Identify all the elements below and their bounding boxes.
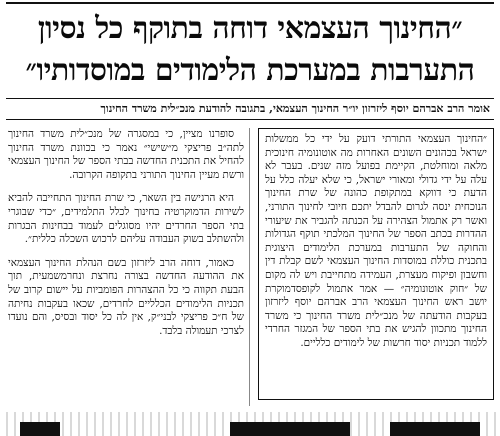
article-column-right: [258, 128, 494, 400]
next-headline-fragment: [390, 422, 480, 436]
lead-paragraph: ״החינוך העצמאי התורתי דועק על ידי כל ממשלות ישראל בכהונים השונים האחרות מה אוטונומיה חינוכית מלאה ומוחלטת, הקיימת בפועל מזה שנים. בעבר לא עלה על ידי גדולי ומאורי ישראל, כי שלא יעלה כלל על הדעת כי דווקא במתקופת כהונה של שרת החינוך הנוכחית ינסה לגרום להבדל יתכם חיובי לחינוך התורני, ואשר רק אתמול הצהירה על הכנתה להגביר את שיעורי ההדרות בכתב הספר של החינוך המלכתי תוקף הגדולות והחוקה של התערבות במערכת הלימודים היצוגית בתכנית כוללת במוסדות החינוך העצמאי לשם קבלת דין וחשבון ופיקוח מעצרת, העמידה מתחייבת ויש לה מקום של ״חוק אוטונומיה״ — אמר אתמול לקופסדמוקרת יושב ראש החינוך העצמאי הרב אברהם יוסף ליזרזון בעקבות הודעתה של מנכ״לית משרד החינוך כי משרד החינוך מתכוון להגיש את בתי הספר של המגזר החרדי ללמוד תכניות יסוד חרשות של לימודים כלליים.: [265, 133, 487, 349]
column-divider: [249, 128, 250, 406]
headline: [6, 8, 494, 92]
article-column-left: [8, 128, 244, 406]
headline-line-2: התערבות במערכת הלימודים במוסדותיו״: [25, 53, 475, 88]
headline-line-1: ״החינוך העצמאי דוחה בתוקף כל נסיון: [37, 11, 463, 46]
next-headline-fragment: [230, 422, 350, 436]
paragraph-2: היא הרגישה בין השאר, כי שרת החינוך התחייבה להביא לשירות הדמוקרטיה בחינוך לכלל התלמידים, ״כדי שבוגרי בתי הספר החרדים יהיו מסוגלים לעמוד בבחינות הבגרות ולהשתלב בשוק העבודה עליהם לרכוש השכלה כללית״.: [8, 192, 244, 246]
subtitle: אומר הרב אברהם יוסף ליזרזון יו״ר החינוך העצמאי, בתגובה להודעת מנכ״לית משרד החינוך: [6, 98, 494, 120]
next-headline-fragment: [20, 422, 60, 436]
top-rule: [6, 2, 494, 4]
next-article-strip: [0, 412, 500, 436]
paragraph-1: סופרנו מציין, כי במסגרה של מנכ״לית משרד החינוך לתה״ב פריצקי מ״שישי״ נאמר כי בכוונת משרד החינוך להחיל את התכנית החדשה בבתי הספר של החינוך העצמאי ורשת מעיין החינוך התורני בתקופה הקרובה.: [8, 128, 244, 181]
paragraph-3: כאמור, דוחה הרב ליזרזון בשם הנהלת החינוך העצמאי את ההודעה החדשה בצורה נחרצת ונחרמשמעית, תוך הבעת תקווה כי כל ההצהרות הפומביות על יישום קרוב של תכניות הלימודים הכלליים לחרדים, שכאו בעקבות נחיתה של ח״כ פריצקי לבני״ק, אין לה כל יסוד ובסיס, והם נועדו לצרכי תעמולה בלבד.: [8, 256, 244, 337]
boxed-lead-paragraph: [258, 128, 494, 400]
